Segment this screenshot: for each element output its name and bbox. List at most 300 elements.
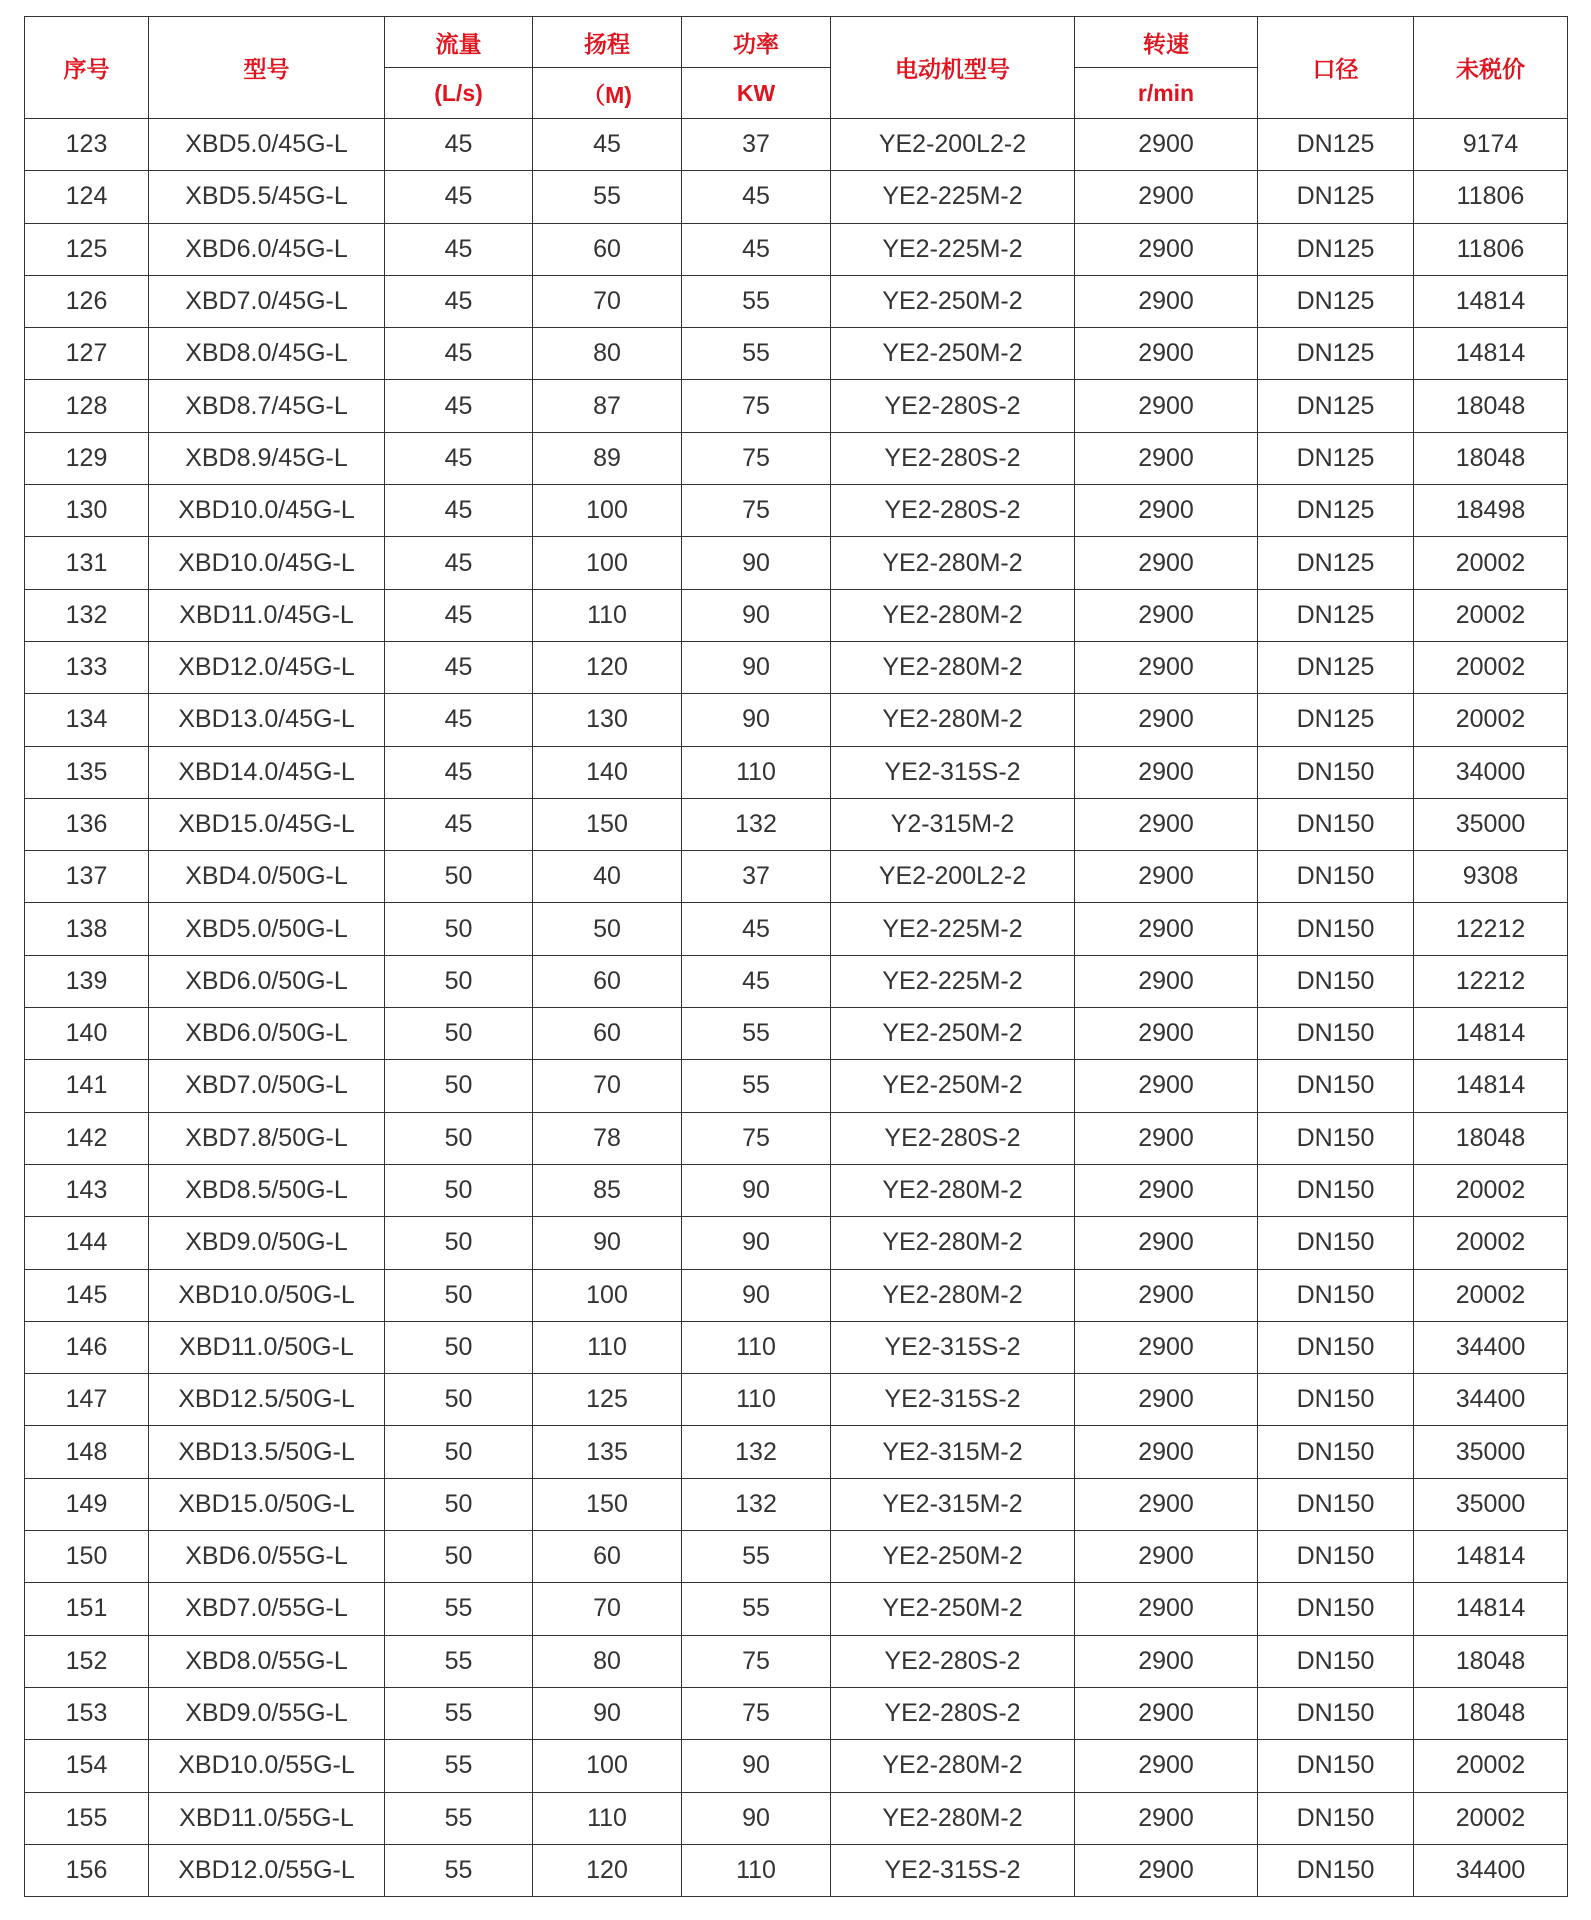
- cell-model: XBD13.0/45G-L: [149, 694, 385, 746]
- cell-speed: 2900: [1075, 432, 1258, 484]
- cell-flow: 45: [385, 537, 533, 589]
- cell-flow: 55: [385, 1792, 533, 1844]
- cell-seq: 147: [25, 1374, 149, 1426]
- cell-seq: 137: [25, 851, 149, 903]
- cell-price: 18498: [1414, 485, 1568, 537]
- cell-flow: 45: [385, 171, 533, 223]
- cell-motor: YE2-315S-2: [831, 746, 1075, 798]
- cell-price: 35000: [1414, 1426, 1568, 1478]
- cell-flow: 50: [385, 1426, 533, 1478]
- table-row: [25, 1164, 1568, 1216]
- cell-speed: 2900: [1075, 1060, 1258, 1112]
- cell-motor: YE2-280M-2: [831, 1792, 1075, 1844]
- cell-caliber: DN125: [1258, 275, 1414, 327]
- cell-caliber: DN150: [1258, 955, 1414, 1007]
- cell-power: 55: [682, 1060, 831, 1112]
- cell-caliber: DN150: [1258, 1635, 1414, 1687]
- cell-speed: 2900: [1075, 380, 1258, 432]
- cell-model: XBD13.5/50G-L: [149, 1426, 385, 1478]
- cell-power: 90: [682, 537, 831, 589]
- cell-model: XBD12.5/50G-L: [149, 1374, 385, 1426]
- cell-price: 20002: [1414, 1740, 1568, 1792]
- table-row: [25, 641, 1568, 693]
- cell-seq: 145: [25, 1269, 149, 1321]
- cell-head: 55: [533, 171, 682, 223]
- cell-price: 14814: [1414, 1583, 1568, 1635]
- header-seq: 序号: [25, 17, 149, 119]
- cell-model: XBD14.0/45G-L: [149, 746, 385, 798]
- table-row: [25, 223, 1568, 275]
- cell-seq: 153: [25, 1687, 149, 1739]
- table-row: [25, 1217, 1568, 1269]
- cell-head: 50: [533, 903, 682, 955]
- cell-seq: 128: [25, 380, 149, 432]
- cell-price: 14814: [1414, 1060, 1568, 1112]
- cell-model: XBD11.0/55G-L: [149, 1792, 385, 1844]
- cell-head: 100: [533, 537, 682, 589]
- cell-price: 34000: [1414, 746, 1568, 798]
- cell-power: 90: [682, 1740, 831, 1792]
- cell-head: 70: [533, 1583, 682, 1635]
- cell-speed: 2900: [1075, 1583, 1258, 1635]
- cell-caliber: DN125: [1258, 328, 1414, 380]
- cell-motor: YE2-280S-2: [831, 485, 1075, 537]
- cell-price: 14814: [1414, 1008, 1568, 1060]
- cell-motor: YE2-280S-2: [831, 1635, 1075, 1687]
- cell-power: 75: [682, 485, 831, 537]
- cell-head: 110: [533, 1792, 682, 1844]
- cell-flow: 45: [385, 746, 533, 798]
- cell-caliber: DN125: [1258, 641, 1414, 693]
- cell-speed: 2900: [1075, 537, 1258, 589]
- cell-power: 90: [682, 1269, 831, 1321]
- cell-speed: 2900: [1075, 903, 1258, 955]
- cell-power: 45: [682, 903, 831, 955]
- cell-model: XBD8.9/45G-L: [149, 432, 385, 484]
- cell-head: 150: [533, 798, 682, 850]
- cell-power: 90: [682, 1792, 831, 1844]
- cell-model: XBD8.0/55G-L: [149, 1635, 385, 1687]
- cell-seq: 130: [25, 485, 149, 537]
- cell-price: 20002: [1414, 589, 1568, 641]
- cell-caliber: DN150: [1258, 1687, 1414, 1739]
- cell-speed: 2900: [1075, 589, 1258, 641]
- cell-price: 11806: [1414, 171, 1568, 223]
- cell-caliber: DN150: [1258, 903, 1414, 955]
- cell-speed: 2900: [1075, 955, 1258, 1007]
- cell-power: 75: [682, 432, 831, 484]
- cell-seq: 144: [25, 1217, 149, 1269]
- cell-caliber: DN150: [1258, 1426, 1414, 1478]
- table-row: [25, 955, 1568, 1007]
- cell-speed: 2900: [1075, 223, 1258, 275]
- cell-price: 35000: [1414, 1478, 1568, 1530]
- cell-flow: 50: [385, 1269, 533, 1321]
- cell-head: 60: [533, 955, 682, 1007]
- cell-price: 18048: [1414, 432, 1568, 484]
- cell-price: 11806: [1414, 223, 1568, 275]
- cell-price: 14814: [1414, 275, 1568, 327]
- cell-flow: 45: [385, 380, 533, 432]
- cell-head: 45: [533, 119, 682, 171]
- cell-power: 110: [682, 1844, 831, 1896]
- table-row: [25, 1426, 1568, 1478]
- cell-motor: YE2-315S-2: [831, 1844, 1075, 1896]
- table-row: [25, 171, 1568, 223]
- cell-motor: YE2-280M-2: [831, 537, 1075, 589]
- table-row: [25, 1478, 1568, 1530]
- cell-model: XBD9.0/55G-L: [149, 1687, 385, 1739]
- cell-caliber: DN150: [1258, 1217, 1414, 1269]
- cell-model: XBD5.0/50G-L: [149, 903, 385, 955]
- cell-head: 60: [533, 1531, 682, 1583]
- cell-seq: 154: [25, 1740, 149, 1792]
- cell-power: 45: [682, 955, 831, 1007]
- table-row: [25, 694, 1568, 746]
- cell-caliber: DN125: [1258, 432, 1414, 484]
- cell-price: 34400: [1414, 1374, 1568, 1426]
- cell-seq: 139: [25, 955, 149, 1007]
- cell-head: 110: [533, 1321, 682, 1373]
- cell-model: XBD5.0/45G-L: [149, 119, 385, 171]
- table-row: [25, 1112, 1568, 1164]
- cell-speed: 2900: [1075, 171, 1258, 223]
- cell-speed: 2900: [1075, 1164, 1258, 1216]
- cell-motor: YE2-250M-2: [831, 275, 1075, 327]
- table-row: [25, 1060, 1568, 1112]
- table-row: [25, 851, 1568, 903]
- cell-speed: 2900: [1075, 1217, 1258, 1269]
- table-row: [25, 903, 1568, 955]
- cell-power: 75: [682, 380, 831, 432]
- cell-flow: 50: [385, 1531, 533, 1583]
- cell-caliber: DN125: [1258, 223, 1414, 275]
- cell-model: XBD8.5/50G-L: [149, 1164, 385, 1216]
- table-header: [25, 17, 1568, 119]
- cell-speed: 2900: [1075, 275, 1258, 327]
- table-row: [25, 119, 1568, 171]
- cell-model: XBD10.0/45G-L: [149, 537, 385, 589]
- cell-model: XBD6.0/45G-L: [149, 223, 385, 275]
- cell-motor: YE2-250M-2: [831, 1008, 1075, 1060]
- cell-caliber: DN150: [1258, 1008, 1414, 1060]
- cell-seq: 155: [25, 1792, 149, 1844]
- cell-caliber: DN150: [1258, 1478, 1414, 1530]
- table-row: [25, 1844, 1568, 1896]
- cell-price: 12212: [1414, 955, 1568, 1007]
- cell-flow: 45: [385, 798, 533, 850]
- header-power-unit: KW: [682, 68, 831, 119]
- cell-seq: 124: [25, 171, 149, 223]
- cell-seq: 134: [25, 694, 149, 746]
- cell-power: 90: [682, 1164, 831, 1216]
- cell-flow: 55: [385, 1740, 533, 1792]
- cell-price: 34400: [1414, 1321, 1568, 1373]
- cell-head: 100: [533, 1740, 682, 1792]
- cell-head: 130: [533, 694, 682, 746]
- cell-flow: 50: [385, 1060, 533, 1112]
- cell-seq: 143: [25, 1164, 149, 1216]
- table-row: [25, 1583, 1568, 1635]
- cell-seq: 148: [25, 1426, 149, 1478]
- cell-price: 20002: [1414, 694, 1568, 746]
- cell-motor: YE2-200L2-2: [831, 119, 1075, 171]
- header-price: 未税价: [1414, 17, 1568, 119]
- cell-motor: YE2-315S-2: [831, 1321, 1075, 1373]
- cell-price: 35000: [1414, 798, 1568, 850]
- table-row: [25, 589, 1568, 641]
- cell-power: 55: [682, 1008, 831, 1060]
- cell-caliber: DN125: [1258, 380, 1414, 432]
- cell-power: 90: [682, 1217, 831, 1269]
- cell-motor: YE2-280M-2: [831, 694, 1075, 746]
- cell-caliber: DN150: [1258, 851, 1414, 903]
- cell-flow: 45: [385, 223, 533, 275]
- cell-motor: YE2-280S-2: [831, 1687, 1075, 1739]
- header-flow-unit: (L/s): [385, 68, 533, 119]
- cell-caliber: DN150: [1258, 1740, 1414, 1792]
- cell-motor: YE2-280S-2: [831, 380, 1075, 432]
- cell-seq: 152: [25, 1635, 149, 1687]
- cell-model: XBD6.0/50G-L: [149, 1008, 385, 1060]
- cell-caliber: DN150: [1258, 1374, 1414, 1426]
- cell-head: 80: [533, 328, 682, 380]
- cell-model: XBD4.0/50G-L: [149, 851, 385, 903]
- cell-power: 90: [682, 641, 831, 693]
- cell-price: 14814: [1414, 328, 1568, 380]
- table-row: [25, 328, 1568, 380]
- cell-price: 34400: [1414, 1844, 1568, 1896]
- cell-model: XBD11.0/50G-L: [149, 1321, 385, 1373]
- cell-caliber: DN125: [1258, 485, 1414, 537]
- cell-head: 70: [533, 1060, 682, 1112]
- cell-motor: YE2-280M-2: [831, 1217, 1075, 1269]
- cell-head: 100: [533, 485, 682, 537]
- cell-model: XBD8.0/45G-L: [149, 328, 385, 380]
- cell-flow: 50: [385, 1478, 533, 1530]
- cell-flow: 50: [385, 1374, 533, 1426]
- cell-seq: 146: [25, 1321, 149, 1373]
- cell-seq: 129: [25, 432, 149, 484]
- cell-caliber: DN125: [1258, 171, 1414, 223]
- table-row: [25, 1635, 1568, 1687]
- cell-price: 20002: [1414, 641, 1568, 693]
- cell-motor: YE2-225M-2: [831, 903, 1075, 955]
- cell-flow: 45: [385, 485, 533, 537]
- cell-model: XBD5.5/45G-L: [149, 171, 385, 223]
- cell-head: 87: [533, 380, 682, 432]
- cell-speed: 2900: [1075, 1374, 1258, 1426]
- cell-power: 55: [682, 328, 831, 380]
- cell-model: XBD7.0/55G-L: [149, 1583, 385, 1635]
- cell-head: 140: [533, 746, 682, 798]
- cell-flow: 45: [385, 328, 533, 380]
- cell-seq: 131: [25, 537, 149, 589]
- cell-caliber: DN150: [1258, 1269, 1414, 1321]
- cell-model: XBD12.0/55G-L: [149, 1844, 385, 1896]
- cell-speed: 2900: [1075, 1531, 1258, 1583]
- cell-flow: 55: [385, 1844, 533, 1896]
- cell-speed: 2900: [1075, 485, 1258, 537]
- cell-power: 37: [682, 851, 831, 903]
- cell-head: 89: [533, 432, 682, 484]
- table-row: [25, 485, 1568, 537]
- cell-model: XBD7.0/45G-L: [149, 275, 385, 327]
- cell-price: 20002: [1414, 537, 1568, 589]
- cell-caliber: DN125: [1258, 119, 1414, 171]
- cell-speed: 2900: [1075, 1844, 1258, 1896]
- header-flow: 流量: [385, 17, 533, 68]
- cell-speed: 2900: [1075, 851, 1258, 903]
- cell-motor: YE2-280M-2: [831, 1269, 1075, 1321]
- cell-speed: 2900: [1075, 1687, 1258, 1739]
- cell-model: XBD6.0/55G-L: [149, 1531, 385, 1583]
- cell-seq: 142: [25, 1112, 149, 1164]
- cell-head: 120: [533, 1844, 682, 1896]
- cell-speed: 2900: [1075, 1426, 1258, 1478]
- cell-motor: YE2-250M-2: [831, 1060, 1075, 1112]
- cell-price: 12212: [1414, 903, 1568, 955]
- cell-seq: 125: [25, 223, 149, 275]
- cell-seq: 126: [25, 275, 149, 327]
- cell-seq: 140: [25, 1008, 149, 1060]
- header-speed: 转速: [1075, 17, 1258, 68]
- cell-power: 132: [682, 1478, 831, 1530]
- cell-price: 20002: [1414, 1217, 1568, 1269]
- cell-power: 45: [682, 171, 831, 223]
- cell-caliber: DN150: [1258, 1844, 1414, 1896]
- cell-price: 14814: [1414, 1531, 1568, 1583]
- cell-speed: 2900: [1075, 1478, 1258, 1530]
- cell-flow: 55: [385, 1583, 533, 1635]
- pump-spec-table: [24, 16, 1568, 1897]
- cell-speed: 2900: [1075, 1008, 1258, 1060]
- cell-caliber: DN125: [1258, 589, 1414, 641]
- cell-motor: YE2-225M-2: [831, 223, 1075, 275]
- cell-power: 55: [682, 275, 831, 327]
- cell-flow: 50: [385, 955, 533, 1007]
- cell-motor: YE2-250M-2: [831, 1531, 1075, 1583]
- cell-motor: YE2-200L2-2: [831, 851, 1075, 903]
- cell-motor: YE2-250M-2: [831, 1583, 1075, 1635]
- cell-price: 20002: [1414, 1164, 1568, 1216]
- cell-power: 132: [682, 1426, 831, 1478]
- cell-head: 70: [533, 275, 682, 327]
- table-row: [25, 1008, 1568, 1060]
- cell-head: 100: [533, 1269, 682, 1321]
- cell-motor: YE2-280M-2: [831, 1740, 1075, 1792]
- table-row: [25, 537, 1568, 589]
- cell-flow: 50: [385, 1164, 533, 1216]
- cell-flow: 45: [385, 641, 533, 693]
- cell-power: 75: [682, 1635, 831, 1687]
- cell-power: 55: [682, 1583, 831, 1635]
- cell-price: 9308: [1414, 851, 1568, 903]
- cell-power: 75: [682, 1112, 831, 1164]
- cell-speed: 2900: [1075, 694, 1258, 746]
- cell-power: 110: [682, 1321, 831, 1373]
- cell-model: XBD7.8/50G-L: [149, 1112, 385, 1164]
- cell-price: 20002: [1414, 1792, 1568, 1844]
- cell-flow: 50: [385, 903, 533, 955]
- cell-caliber: DN150: [1258, 746, 1414, 798]
- table-row: [25, 275, 1568, 327]
- cell-caliber: DN150: [1258, 1164, 1414, 1216]
- cell-flow: 55: [385, 1635, 533, 1687]
- cell-seq: 135: [25, 746, 149, 798]
- cell-power: 37: [682, 119, 831, 171]
- cell-power: 55: [682, 1531, 831, 1583]
- cell-head: 90: [533, 1687, 682, 1739]
- cell-flow: 50: [385, 1112, 533, 1164]
- cell-motor: YE2-250M-2: [831, 328, 1075, 380]
- header-head: 扬程: [533, 17, 682, 68]
- cell-head: 78: [533, 1112, 682, 1164]
- cell-caliber: DN150: [1258, 1583, 1414, 1635]
- cell-caliber: DN125: [1258, 537, 1414, 589]
- cell-motor: YE2-280S-2: [831, 1112, 1075, 1164]
- cell-seq: 138: [25, 903, 149, 955]
- cell-flow: 50: [385, 1008, 533, 1060]
- cell-model: XBD9.0/50G-L: [149, 1217, 385, 1269]
- cell-flow: 55: [385, 1687, 533, 1739]
- table-row: [25, 380, 1568, 432]
- cell-seq: 149: [25, 1478, 149, 1530]
- cell-model: XBD10.0/50G-L: [149, 1269, 385, 1321]
- cell-caliber: DN150: [1258, 1321, 1414, 1373]
- cell-motor: YE2-280S-2: [831, 432, 1075, 484]
- table-row: [25, 432, 1568, 484]
- header-caliber: 口径: [1258, 17, 1414, 119]
- cell-power: 132: [682, 798, 831, 850]
- cell-caliber: DN150: [1258, 1112, 1414, 1164]
- cell-flow: 45: [385, 432, 533, 484]
- cell-speed: 2900: [1075, 1635, 1258, 1687]
- cell-head: 40: [533, 851, 682, 903]
- cell-motor: YE2-280M-2: [831, 641, 1075, 693]
- cell-price: 9174: [1414, 119, 1568, 171]
- cell-model: XBD15.0/45G-L: [149, 798, 385, 850]
- cell-seq: 123: [25, 119, 149, 171]
- header-row-1: [25, 17, 1568, 68]
- cell-power: 110: [682, 746, 831, 798]
- cell-seq: 141: [25, 1060, 149, 1112]
- cell-price: 20002: [1414, 1269, 1568, 1321]
- cell-head: 120: [533, 641, 682, 693]
- table-body: [25, 119, 1568, 1897]
- table-row: [25, 1687, 1568, 1739]
- cell-caliber: DN150: [1258, 798, 1414, 850]
- cell-power: 110: [682, 1374, 831, 1426]
- cell-head: 135: [533, 1426, 682, 1478]
- cell-seq: 132: [25, 589, 149, 641]
- cell-head: 60: [533, 1008, 682, 1060]
- cell-head: 125: [533, 1374, 682, 1426]
- cell-flow: 45: [385, 119, 533, 171]
- cell-caliber: DN150: [1258, 1531, 1414, 1583]
- cell-caliber: DN125: [1258, 694, 1414, 746]
- cell-speed: 2900: [1075, 119, 1258, 171]
- header-model: 型号: [149, 17, 385, 119]
- cell-speed: 2900: [1075, 641, 1258, 693]
- cell-model: XBD10.0/55G-L: [149, 1740, 385, 1792]
- cell-head: 80: [533, 1635, 682, 1687]
- header-head-unit: （M): [533, 68, 682, 119]
- cell-motor: YE2-280M-2: [831, 589, 1075, 641]
- cell-caliber: DN150: [1258, 1792, 1414, 1844]
- table-row: [25, 1321, 1568, 1373]
- cell-head: 60: [533, 223, 682, 275]
